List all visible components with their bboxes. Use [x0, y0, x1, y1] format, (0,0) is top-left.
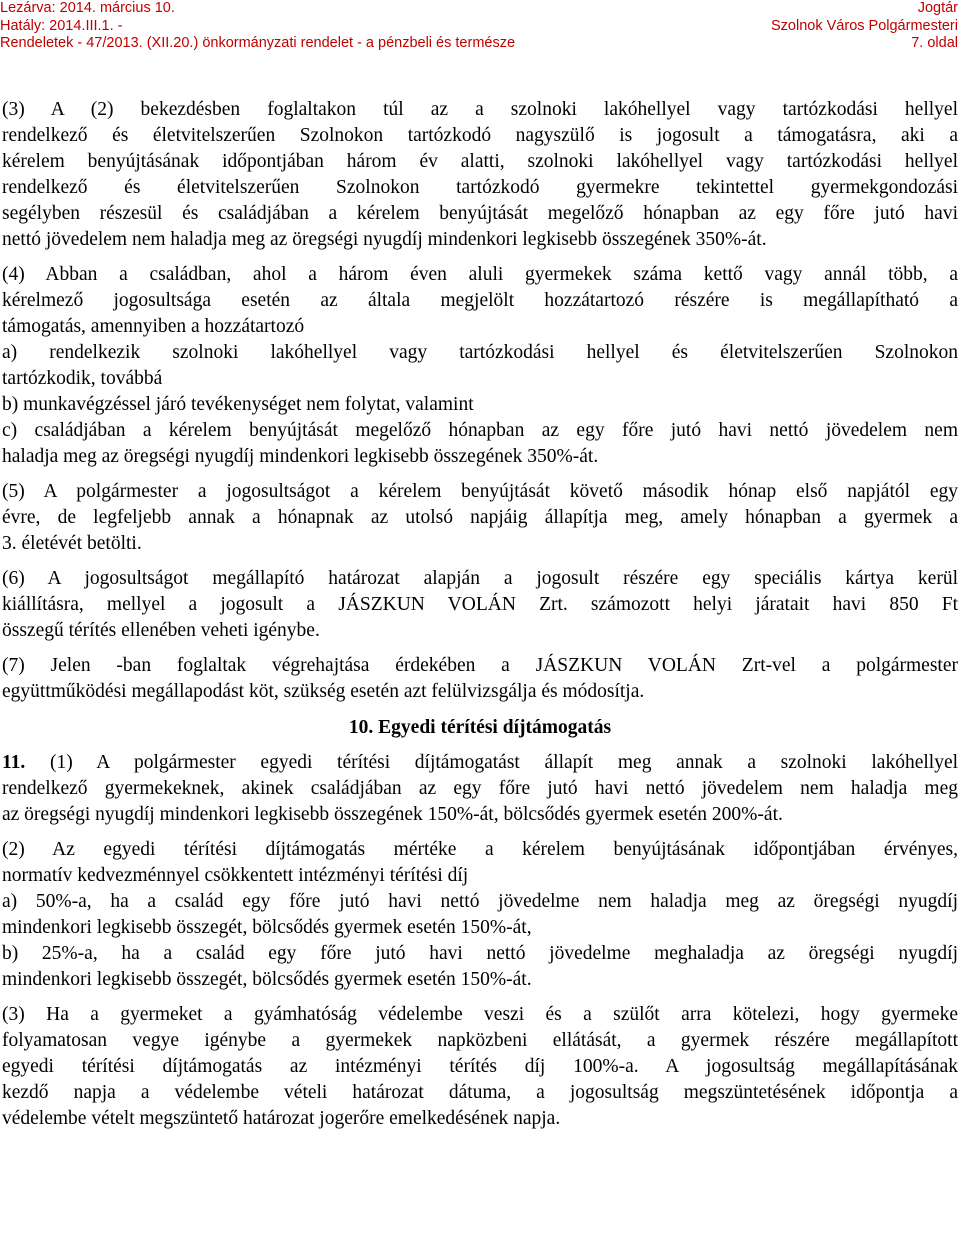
paragraph-3 — [2, 97, 958, 253]
text-line: (3) A (2) bekezdésben foglaltakon túl az a szolnoki lakóhellyel vagy tartózkodási hellyel — [2, 99, 958, 120]
text-line: (7) Jelen -ban foglaltak végrehajtása érdekében a JÁSZKUN VOLÁN Zrt-vel a polgármester — [2, 655, 958, 676]
header-closed-date: Lezárva: 2014. március 10. — [0, 0, 175, 16]
section-11-paragraph-1 — [2, 750, 958, 828]
text-line: kérelmező jogosultsága esetén az általa megjelölt hozzátartozó részére is megállapítható a — [2, 290, 958, 311]
text-line: 3. életévét betölti. — [2, 533, 142, 554]
document-body — [2, 97, 958, 1141]
text-line: (2) Az egyedi térítési díjtámogatás mértéke a kérelem benyújtásának időpontjában érvényes, — [2, 839, 958, 860]
paragraph-4 — [2, 262, 958, 470]
text-line: haladja meg az öregségi nyugdíj mindenkori legkisebb összegének 350%-át. — [2, 446, 599, 467]
text-line: együttműködési megállapodást köt, szükség esetén azt felülvizsgálja és módosítja. — [2, 681, 645, 702]
text-line: b) munkavégzéssel járó tevékenységet nem folytat, valamint — [2, 394, 474, 415]
text-line: tartózkodik, továbbá — [2, 368, 163, 389]
header-page-number: 7. oldal — [911, 35, 958, 51]
section-11-paragraph-2 — [2, 837, 958, 993]
header-regulation-title: Rendeletek - 47/2013. (XII.20.) önkormányzati rendelet - a pénzbeli és természe — [0, 35, 516, 51]
header-source-name: Jogtár — [917, 0, 958, 16]
text-line: (3) Ha a gyermeket a gyámhatóság védelembe veszi és a szülőt arra kötelezi, hogy gyermeke — [2, 1004, 958, 1025]
header-issuer: Szolnok Város Polgármesteri — [771, 17, 958, 34]
text-line: rendelkező gyermekeknek, akinek családjában az egy főre jutó havi nettó jövedelem nem haladja meg — [2, 778, 958, 799]
text-line: összegű térítés ellenében veheti igénybe. — [2, 620, 320, 641]
text-line: a) rendelkezik szolnoki lakóhellyel vagy tartózkodási hellyel és életvitelszerűen Szolnokon — [2, 342, 958, 363]
text-line: mindenkori legkisebb összegét, bölcsődés gyermek esetén 150%-át, — [2, 917, 532, 938]
section-number: 11. — [2, 752, 26, 773]
text-line: nettó jövedelem nem haladja meg az öregségi nyugdíj mindenkori legkisebb összegének 350%-át. — [2, 229, 767, 250]
text-line — [2, 750, 958, 776]
header-source-info — [771, 0, 958, 53]
section-title: 10. Egyedi térítési díjtámogatás — [348, 717, 612, 738]
paragraph-5 — [2, 479, 958, 557]
text-line: b) 25%-a, ha a család egy főre jutó havi nettó jövedelme meghaladja az öregségi nyugdíj — [2, 943, 958, 964]
text-line: kérelem benyújtásának időpontjában három év alatti, szolnoki lakóhellyel vagy tartózkodási hellyel — [2, 151, 958, 172]
text-line: c) családjában a kérelem benyújtását megelőző hónapban az egy főre jutó havi nettó jövedelem nem — [2, 420, 958, 441]
section-11-paragraph-3 — [2, 1002, 958, 1132]
text-line: (5) A polgármester a jogosultságot a kérelem benyújtását követő második hónap első napjától egy — [2, 481, 958, 502]
text-line: kezdő napja a védelembe vételi határozat dátuma, a jogosultság megszüntetésének időpontja a — [2, 1082, 958, 1103]
header-document-info — [0, 0, 515, 53]
header-effective-date: Hatály: 2014.III.1. - — [0, 17, 123, 34]
text-line: évre, de legfeljebb annak a hónapnak az utolsó napjáig állapítja meg, amely hónapban a gyermek a — [2, 507, 958, 528]
text-line: kiállításra, mellyel a jogosult a JÁSZKUN VOLÁN Zrt. számozott helyi járatait havi 850 Ft — [2, 594, 958, 615]
text-line: támogatás, amennyiben a hozzátartozó — [2, 316, 305, 337]
text-line: egyedi térítési díjtámogatás az intézményi térítés díj 100%-a. A jogosultság megállapításának — [2, 1056, 958, 1077]
text-line: rendelkező és életvitelszerűen Szolnokon tartózkodó nagyszülő is jogosult a támogatásra, aki a — [2, 125, 958, 146]
text-line: mindenkori legkisebb összegét, bölcsődés gyermek esetén 150%-át. — [2, 969, 532, 990]
paragraph-6 — [2, 566, 958, 644]
paragraph-7 — [2, 653, 958, 705]
text-line: normatív kedvezménnyel csökkentett intézményi térítési díj — [2, 865, 469, 886]
text-line: folyamatosan vegye igénybe a gyermekek napközbeni ellátását, a gyermek részére megállapított — [2, 1030, 958, 1051]
text-line: (4) Abban a családban, ahol a három éven aluli gyermekek száma kettő vagy annál több, a — [2, 264, 958, 285]
text-line: segélyben részesül és családjában a kérelem benyújtását megelőző hónapban az egy főre jutó havi — [2, 203, 958, 224]
text-line-content: (1) A polgármester egyedi térítési díjtámogatást állapít meg annak a szolnoki lakóhellyel — [49, 752, 959, 773]
text-line: a) 50%-a, ha a család egy főre jutó havi nettó jövedelme nem haladja meg az öregségi nyugdíj — [2, 891, 958, 912]
text-line: (6) A jogosultságot megállapító határozat alapján a jogosult részére egy speciális kártya kerül — [2, 568, 958, 589]
text-line: rendelkező és életvitelszerűen Szolnokon tartózkodó gyermekre tekintettel gyermekgondozási — [2, 177, 958, 198]
text-line: védelembe vételt megszüntető határozat jogerőre emelkedésének napja. — [2, 1108, 561, 1129]
page-header — [0, 0, 960, 54]
text-line: az öregségi nyugdíj mindenkori legkisebb összegének 150%-át, bölcsődés gyermek esetén 200%-át. — [2, 804, 783, 825]
